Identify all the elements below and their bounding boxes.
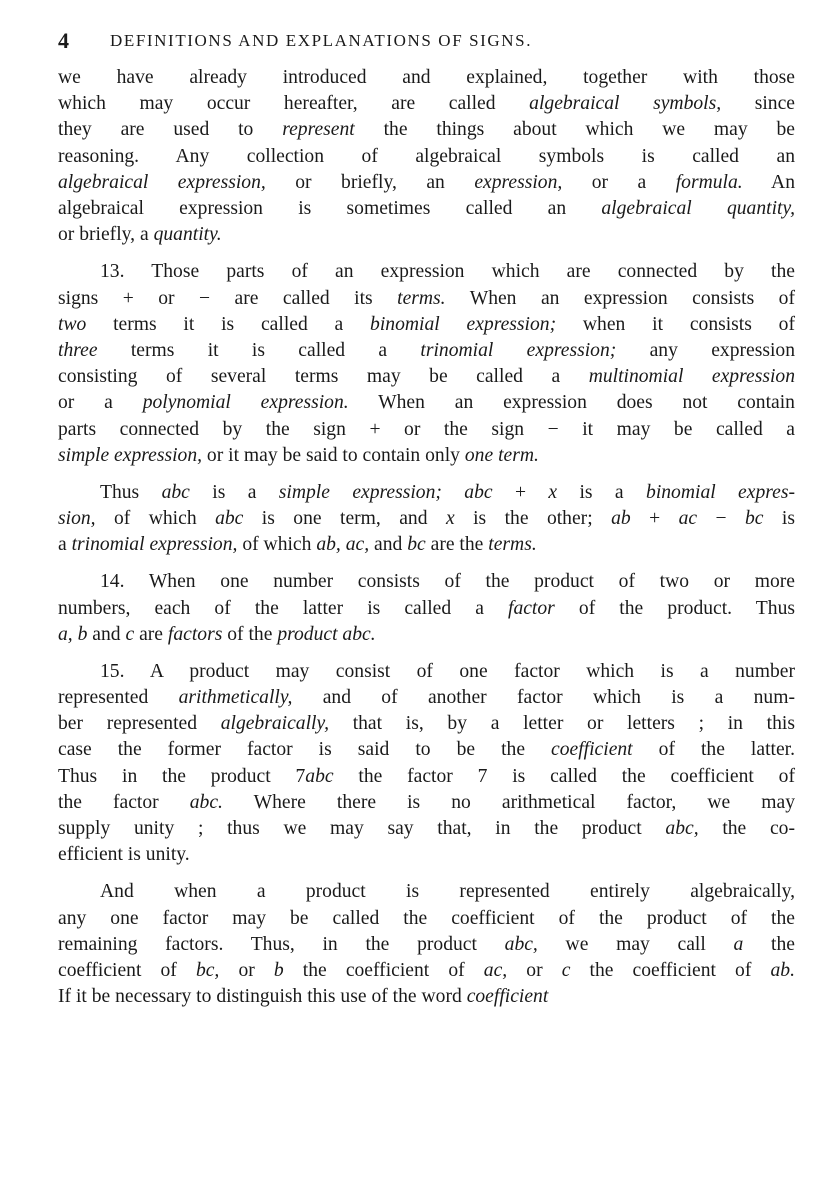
text-line: remaining factors. Thus, in the product abc, we may call a the (58, 933, 795, 955)
text-line: case the former factor is said to be the coefficient of the latter. (58, 739, 795, 761)
italic-term: ab, ac, (316, 534, 370, 556)
italic-term: simple expression, (58, 444, 203, 466)
italic-term: represent (282, 119, 355, 141)
text-line: 14. When one number consists of the product of two or more (100, 571, 795, 593)
italic-term: formula. (675, 171, 743, 193)
text-line: parts connected by the sign + or the sign − it may be called a (58, 418, 795, 440)
italic-term: two (58, 313, 87, 335)
italic-term: ab (611, 508, 631, 530)
text-line: 15. A product may consist of one factor which is a number (100, 660, 795, 682)
italic-term: ac, (483, 960, 508, 982)
italic-term: abc, (665, 818, 699, 840)
text-line: represented arithmetically, and of another factor which is a num- (58, 687, 795, 709)
italic-term: coefficient (466, 986, 549, 1008)
text-line: three terms it is called a trinomial expression; any expression (58, 340, 796, 361)
text-line: signs + or − are called its terms. When an expression consists of (58, 287, 795, 309)
text-line: the factor abc. Where there is no arithmetical factor, we may (58, 791, 795, 813)
text-line: reasoning. Any collection of algebraical symbols is called an (58, 145, 795, 167)
running-title: DEFINITIONS AND EXPLANATIONS OF SIGNS. (110, 31, 533, 50)
italic-term: quantity. (153, 224, 222, 246)
italic-term: coefficient (551, 739, 633, 761)
text-line: any one factor may be called the coefficient of the product of the (58, 907, 795, 929)
text-line: And when a product is represented entirely algebraically, (100, 881, 795, 903)
italic-term: c (561, 960, 571, 982)
text-line: algebraical expression is sometimes called an algebraical quantity, (58, 198, 795, 220)
italic-term: algebraical expression, (58, 171, 266, 193)
text-line: a, b and c are factors of the product abc. (58, 623, 376, 645)
text-line: a trinomial expression, of which ab, ac, and bc are the terms. (58, 534, 537, 556)
italic-term: expression, (474, 171, 563, 193)
italic-term: algebraical symbols, (529, 93, 722, 115)
italic-term: algebraical quantity, (601, 198, 795, 220)
italic-term: trinomial expression; (420, 340, 617, 361)
italic-term: factors (167, 623, 223, 645)
text-line: Thus in the product 7abc the factor 7 is called the coefficient of (58, 765, 795, 787)
italic-term: bc (744, 508, 764, 530)
italic-term: abc. (189, 791, 223, 813)
italic-term: terms. (488, 534, 537, 556)
text-line: simple expression, or it may be said to contain only one term. (58, 444, 539, 466)
italic-term: bc, (195, 960, 220, 982)
text-line: we have already introduced and explained, together with those (58, 67, 795, 88)
italic-term: binomial expression; (370, 313, 557, 335)
italic-term: ab. (770, 960, 795, 982)
italic-term: abc, (504, 933, 538, 955)
italic-term: bc (407, 534, 426, 556)
text-line: they are used to represent the things about which we may be (58, 119, 795, 141)
text-line: supply unity ; thus we may say that, in the product abc, the co- (58, 818, 795, 840)
italic-term: polynomial expression. (142, 392, 349, 414)
italic-term: abc (215, 508, 244, 530)
italic-term: abc (305, 765, 334, 787)
italic-term: simple expression; abc (278, 481, 493, 503)
text-line: numbers, each of the latter is called a factor of the product. Thus (58, 597, 795, 619)
italic-term: b (273, 960, 284, 982)
page-number: 4 (58, 28, 69, 53)
text-line: which may occur hereafter, are called algebraical symbols, since (58, 93, 795, 115)
text-line: 13. Those parts of an expression which are connected by the (100, 261, 795, 283)
italic-term: sion, (58, 508, 96, 530)
text-line: algebraical expression, or briefly, an expression, or a formula. An (58, 171, 796, 193)
italic-term: ac (678, 508, 698, 530)
italic-term: algebraically, (220, 713, 329, 735)
italic-term: multinomial expression (588, 366, 795, 388)
italic-term: terms. (397, 287, 446, 309)
text-line: two terms it is called a binomial expression; when it consists of (58, 313, 795, 335)
text-line: coefficient of bc, or b the coefficient of ac, or c the coefficient of ab. (58, 960, 795, 982)
italic-term: c (125, 623, 135, 645)
italic-term: product abc. (277, 623, 376, 645)
text-line: or briefly, a quantity. (58, 224, 222, 246)
text-line: sion, of which abc is one term, and x is the other; ab + ac − bc is (58, 508, 795, 530)
italic-term: x (445, 508, 455, 530)
italic-term: x (548, 481, 558, 503)
text-line: If it be necessary to distinguish this use of the word coefficient (58, 986, 549, 1008)
text-line: ber represented algebraically, that is, by a letter or letters ; in this (58, 713, 795, 735)
italic-term: abc (161, 481, 190, 503)
italic-term: trinomial expression, (71, 534, 238, 556)
italic-term: a, b (58, 623, 88, 645)
text-line: efficient is unity. (58, 844, 190, 866)
italic-term: binomial expres- (646, 481, 795, 503)
italic-term: factor (508, 597, 555, 619)
text-line: Thus abc is a simple expression; abc + x is a binomial expres- (100, 481, 795, 503)
text-line: or a polynomial expression. When an expression does not contain (58, 392, 795, 414)
italic-term: a (733, 933, 744, 955)
italic-term: three (58, 340, 98, 361)
italic-term: one term. (464, 444, 539, 466)
text-line: consisting of several terms may be called a multinomial expression (58, 366, 795, 388)
italic-term: arithmetically, (178, 687, 293, 709)
